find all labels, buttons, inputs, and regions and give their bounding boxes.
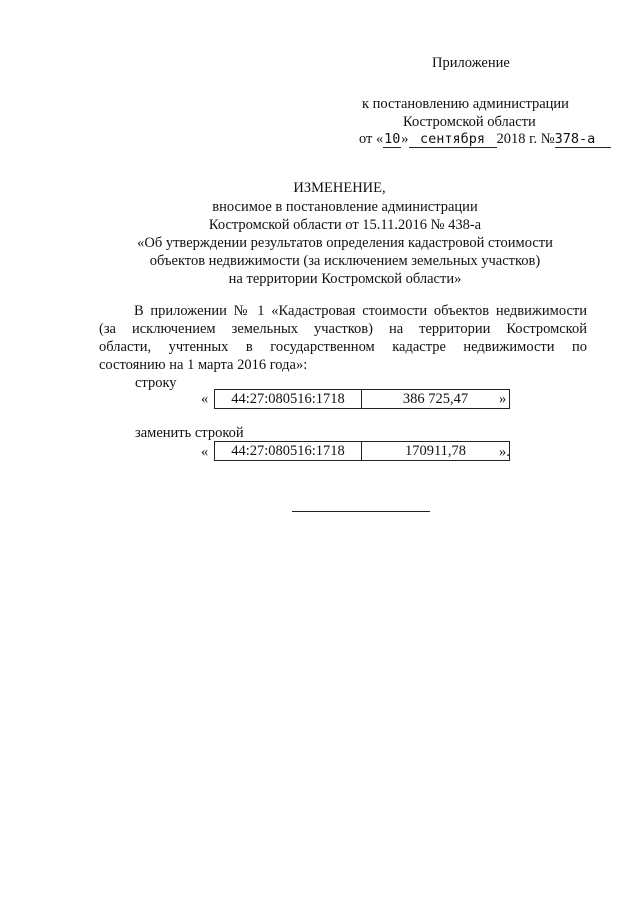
- old-cadastral-number: 44:27:080516:1718: [215, 390, 362, 408]
- new-table-row: [214, 441, 510, 461]
- title-line-4: объектов недвижимости (за исключением земельных участков): [149, 253, 541, 269]
- title-line-2: Костромской области от 15.11.2016 № 438-а: [208, 217, 482, 233]
- title-line-1: вносимое в постановление администрации: [212, 199, 478, 215]
- header-line-2: Костромской области: [403, 114, 536, 130]
- paragraph-line-3: области, учтенных в государственном кадастре недвижимости по: [99, 339, 587, 355]
- date-prefix: от «: [359, 131, 384, 147]
- title-line-5: на территории Костромской области»: [228, 271, 462, 287]
- paragraph-line-4: состоянию на 1 марта 2016 года»:: [99, 357, 308, 373]
- document-number: 378-а: [555, 131, 611, 148]
- new-value: 170911,78: [404, 442, 467, 459]
- appendix-label: Приложение: [432, 55, 510, 71]
- title-line-3: «Об утверждении результатов определения кадастровой стоимости: [137, 235, 553, 251]
- open-quote-old: «: [201, 391, 209, 407]
- date-line: [359, 131, 611, 148]
- open-quote-new: «: [201, 444, 209, 460]
- new-cadastral-number: 44:27:080516:1718: [215, 442, 362, 460]
- header-line-1: к постановлению администрации: [362, 96, 569, 112]
- old-value: 386 725,47: [402, 390, 469, 407]
- replace-label: заменить строкой: [135, 425, 244, 441]
- closing-divider: [292, 511, 430, 512]
- paragraph-line-2: (за исключением земельных участков) на территории Костромской: [99, 321, 587, 337]
- close-quote-new: ».: [499, 444, 510, 460]
- date-mid: »: [401, 131, 409, 147]
- date-year: 2018 г. №: [496, 131, 555, 147]
- date-month: сентября: [409, 131, 497, 148]
- old-table-row: [214, 389, 510, 409]
- paragraph-line-1: В приложении № 1 «Кадастровая стоимости объектов недвижимости: [134, 303, 587, 319]
- row-label: строку: [135, 375, 177, 391]
- close-quote-old: »: [499, 391, 507, 407]
- date-day: 10: [384, 131, 401, 147]
- doc-heading: ИЗМЕНЕНИЕ,: [293, 180, 386, 196]
